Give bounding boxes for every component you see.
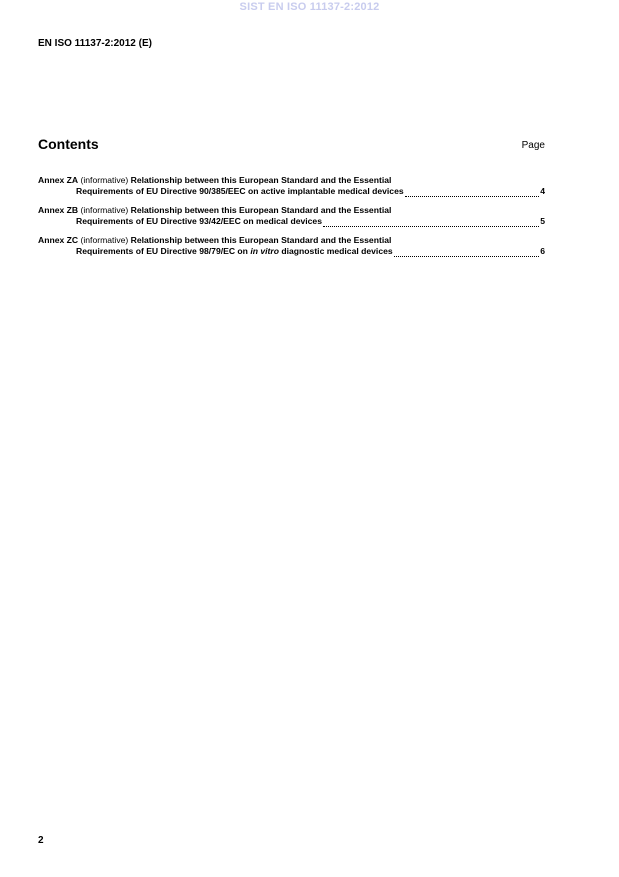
entry-page-number: 4 (540, 186, 545, 196)
table-of-contents (38, 175, 545, 265)
informative-label: (informative) (80, 205, 129, 215)
toc-entry-zb[interactable] (38, 205, 545, 227)
entry-page-number: 6 (540, 246, 545, 256)
dot-leader (323, 218, 539, 227)
toc-entry-second-line (38, 216, 545, 227)
informative-label: (informative) (80, 235, 129, 245)
watermark-text: SIST EN ISO 11137-2:2012 (239, 1, 380, 13)
entry-title-part: Requirements of EU Directive 98/79/EC on (76, 246, 251, 256)
toc-entry-za[interactable] (38, 175, 545, 197)
toc-entry-title-line (38, 175, 545, 186)
toc-entry-second-line (38, 186, 545, 197)
entry-title-italic: in vitro (250, 246, 279, 256)
dot-leader (405, 188, 540, 197)
contents-heading: Contents (38, 136, 99, 152)
entry-title-continued: Requirements of EU Directive 90/385/EEC on active implantable medical devices (76, 186, 404, 196)
informative-label: (informative) (80, 175, 129, 185)
page-column-label: Page (521, 140, 545, 151)
annex-label: Annex ZA (38, 175, 79, 185)
dot-leader (394, 248, 540, 257)
document-id: EN ISO 11137-2:2012 (E) (38, 38, 152, 49)
entry-title-continued: Requirements of EU Directive 93/42/EEC on medical devices (76, 216, 322, 226)
entry-title: Relationship between this European Standard and the Essential (130, 235, 392, 245)
annex-label: Annex ZC (38, 235, 79, 245)
entry-title: Relationship between this European Standard and the Essential (130, 175, 392, 185)
entry-title-continued (76, 246, 393, 257)
footer-page-number: 2 (38, 835, 44, 846)
toc-entry-zc[interactable] (38, 235, 545, 257)
entry-title: Relationship between this European Standard and the Essential (130, 205, 392, 215)
annex-label: Annex ZB (38, 205, 79, 215)
toc-entry-title-line (38, 235, 545, 246)
entry-title-part: diagnostic medical devices (278, 246, 393, 256)
toc-entry-title-line (38, 205, 545, 216)
toc-entry-second-line (38, 246, 545, 257)
entry-page-number: 5 (540, 216, 545, 226)
